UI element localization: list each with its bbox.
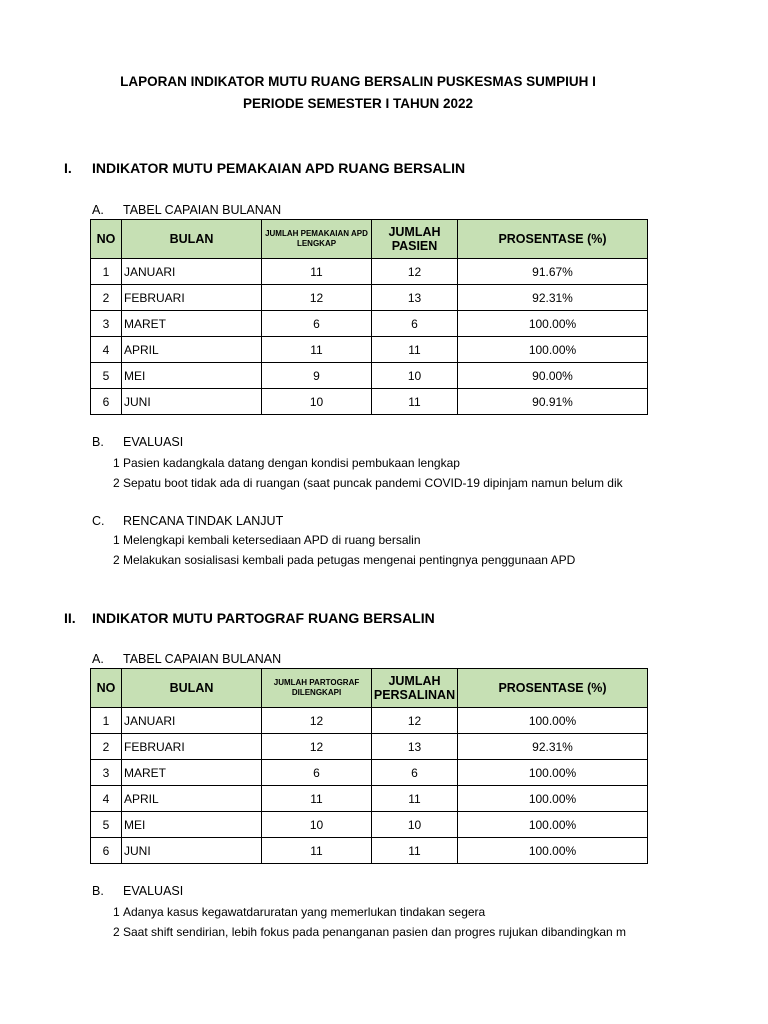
- achievement-table: [90, 219, 648, 415]
- cell-count-b: 12: [372, 708, 458, 734]
- action-plan-item: Melakukan sosialisasi kembali pada petugas mengenai pentingnya penggunaan APD: [123, 553, 576, 567]
- cell-no: 3: [91, 760, 122, 786]
- subsection-heading: EVALUASI: [123, 435, 184, 449]
- cell-month: MEI: [122, 812, 262, 838]
- cell-month: FEBRUARI: [122, 734, 262, 760]
- cell-no: 1: [91, 708, 122, 734]
- report-title: LAPORAN INDIKATOR MUTU RUANG BERSALIN PUSKESMAS SUMPIUH I: [120, 74, 596, 89]
- cell-percentage: 100.00%: [458, 760, 648, 786]
- cell-count-b: 11: [372, 337, 458, 363]
- list-number: 2: [113, 476, 120, 490]
- cell-count-b: 11: [372, 786, 458, 812]
- list-number: 2: [113, 925, 120, 939]
- cell-percentage: 100.00%: [458, 311, 648, 337]
- cell-count-b: 12: [372, 259, 458, 285]
- cell-count-b: 13: [372, 285, 458, 311]
- section-number: I.: [64, 160, 72, 176]
- subsection-heading: TABEL CAPAIAN BULANAN: [123, 203, 282, 217]
- cell-month: MARET: [122, 760, 262, 786]
- cell-count-b: 6: [372, 760, 458, 786]
- column-header: JUMLAH PERSALINAN: [372, 669, 458, 708]
- cell-count-b: 11: [372, 838, 458, 864]
- evaluation-item: Sepatu boot tidak ada di ruangan (saat puncak pandemi COVID-19 dipinjam namun belum dik: [123, 476, 623, 490]
- table-row: [91, 389, 648, 415]
- cell-count-a: 11: [262, 259, 372, 285]
- cell-count-b: 13: [372, 734, 458, 760]
- cell-count-a: 11: [262, 337, 372, 363]
- cell-percentage: 100.00%: [458, 812, 648, 838]
- cell-count-b: 11: [372, 389, 458, 415]
- cell-month: APRIL: [122, 337, 262, 363]
- table-row: [91, 838, 648, 864]
- subsection-letter: B.: [92, 884, 104, 898]
- cell-count-b: 6: [372, 311, 458, 337]
- column-header: JUMLAH PASIEN: [372, 220, 458, 259]
- subsection-heading: RENCANA TINDAK LANJUT: [123, 514, 284, 528]
- cell-no: 6: [91, 838, 122, 864]
- cell-percentage: 92.31%: [458, 734, 648, 760]
- cell-count-a: 12: [262, 734, 372, 760]
- column-header: BULAN: [122, 669, 262, 708]
- achievement-table: [90, 668, 648, 864]
- subsection-letter: C.: [92, 514, 105, 528]
- evaluation-item: Saat shift sendirian, lebih fokus pada penanganan pasien dan progres rujukan dibandingkan m: [123, 925, 627, 939]
- cell-percentage: 91.67%: [458, 259, 648, 285]
- column-header: PROSENTASE (%): [458, 220, 648, 259]
- column-header: NO: [91, 220, 122, 259]
- cell-count-a: 10: [262, 812, 372, 838]
- table-row: [91, 311, 648, 337]
- cell-month: MARET: [122, 311, 262, 337]
- subsection-heading: TABEL CAPAIAN BULANAN: [123, 652, 282, 666]
- section-title: INDIKATOR MUTU PEMAKAIAN APD RUANG BERSALIN: [92, 160, 466, 176]
- cell-count-a: 6: [262, 311, 372, 337]
- table-row: [91, 786, 648, 812]
- table-row: [91, 259, 648, 285]
- section-number: II.: [64, 610, 76, 626]
- cell-percentage: 100.00%: [458, 786, 648, 812]
- table-row: [91, 812, 648, 838]
- cell-no: 5: [91, 812, 122, 838]
- cell-no: 3: [91, 311, 122, 337]
- cell-no: 2: [91, 734, 122, 760]
- cell-count-a: 12: [262, 285, 372, 311]
- list-number: 1: [113, 905, 120, 919]
- table-row: [91, 708, 648, 734]
- table-header-row: [91, 220, 648, 259]
- cell-month: FEBRUARI: [122, 285, 262, 311]
- list-number: 2: [113, 553, 120, 567]
- list-number: 1: [113, 533, 120, 547]
- table-header-row: [91, 669, 648, 708]
- cell-count-a: 11: [262, 786, 372, 812]
- cell-percentage: 92.31%: [458, 285, 648, 311]
- cell-no: 2: [91, 285, 122, 311]
- table-row: [91, 337, 648, 363]
- cell-month: JUNI: [122, 838, 262, 864]
- cell-month: JANUARI: [122, 259, 262, 285]
- cell-month: MEI: [122, 363, 262, 389]
- cell-percentage: 100.00%: [458, 708, 648, 734]
- column-header: PROSENTASE (%): [458, 669, 648, 708]
- cell-month: APRIL: [122, 786, 262, 812]
- cell-count-b: 10: [372, 812, 458, 838]
- cell-count-a: 6: [262, 760, 372, 786]
- cell-count-b: 10: [372, 363, 458, 389]
- cell-count-a: 12: [262, 708, 372, 734]
- cell-no: 4: [91, 786, 122, 812]
- report-period: PERIODE SEMESTER I TAHUN 2022: [242, 96, 474, 111]
- cell-count-a: 11: [262, 838, 372, 864]
- cell-count-a: 9: [262, 363, 372, 389]
- section-title: INDIKATOR MUTU PARTOGRAF RUANG BERSALIN: [92, 610, 435, 626]
- subsection-heading: EVALUASI: [123, 884, 184, 898]
- table-row: [91, 363, 648, 389]
- list-number: 1: [113, 456, 120, 470]
- cell-percentage: 100.00%: [458, 337, 648, 363]
- cell-no: 4: [91, 337, 122, 363]
- column-header: JUMLAH PEMAKAIAN APD LENGKAP: [262, 220, 372, 259]
- cell-percentage: 100.00%: [458, 838, 648, 864]
- evaluation-item: Pasien kadangkala datang dengan kondisi pembukaan lengkap: [123, 456, 460, 470]
- column-header: NO: [91, 669, 122, 708]
- table-row: [91, 285, 648, 311]
- cell-no: 5: [91, 363, 122, 389]
- action-plan-item: Melengkapi kembali ketersediaan APD di ruang bersalin: [123, 533, 421, 547]
- cell-month: JUNI: [122, 389, 262, 415]
- subsection-letter: A.: [92, 652, 104, 666]
- cell-count-a: 10: [262, 389, 372, 415]
- cell-percentage: 90.91%: [458, 389, 648, 415]
- table-row: [91, 734, 648, 760]
- cell-no: 1: [91, 259, 122, 285]
- column-header: JUMLAH PARTOGRAF DILENGKAPI: [262, 669, 372, 708]
- cell-month: JANUARI: [122, 708, 262, 734]
- table-row: [91, 760, 648, 786]
- cell-percentage: 90.00%: [458, 363, 648, 389]
- evaluation-item: Adanya kasus kegawatdaruratan yang memerlukan tindakan segera: [123, 905, 486, 919]
- column-header: BULAN: [122, 220, 262, 259]
- cell-no: 6: [91, 389, 122, 415]
- subsection-letter: B.: [92, 435, 104, 449]
- subsection-letter: A.: [92, 203, 104, 217]
